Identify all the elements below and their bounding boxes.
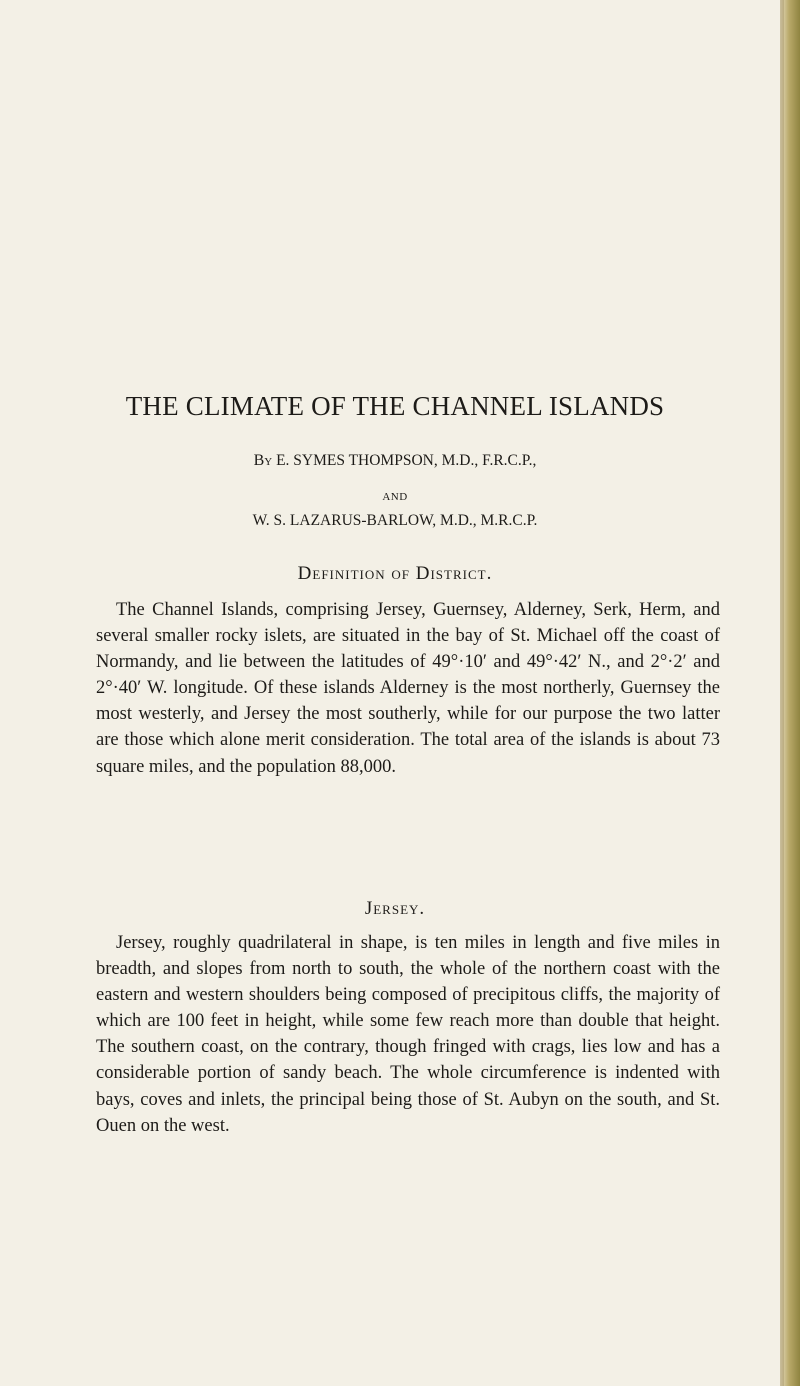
page-edge-shadow (780, 0, 784, 1386)
paragraph-jersey: Jersey, roughly quadrilateral in shape, is ten miles in length and five miles in breadth, and slopes from north to south, the whole of the northern coast with the eastern and western shoulders being composed of precipitous cliffs, the majority of which are 100 feet in height, while some few reach more than double that height. The southern coast, on the contrary, though fringed with crags, lies low and has a considerable portion of sandy beach. The whole circumference is indented with bays, coves and inlets, the principal being those of St. Aubyn on the south, and St. Ouen on the west. (96, 933, 720, 1136)
section-heading-jersey: Jersey. (364, 898, 426, 919)
by-label: By (253, 452, 273, 469)
and-label: AND (382, 491, 408, 503)
page-edge (780, 0, 800, 1386)
paragraph-definition: The Channel Islands, comprising Jersey, Guernsey, Alderney, Serk, Herm, and several smaller rocky islets, are situated in the bay of St. Michael off the coast of Normandy, and lie between the latitudes of 49°·10′ and 49°·42′ N., and 2°·2′ and 2°·40′ W. longitude. Of these islands Alderney is the most northerly, Guernsey the most westerly, and Jersey the most southerly, while for our purpose the two latter are those which alone merit consideration. The total area of the islands is about 73 square miles, and the population 88,000. (96, 600, 720, 777)
page-title: THE CLIMATE OF THE CHANNEL ISLANDS (125, 391, 665, 421)
section-heading-definition: Definition of District. (297, 563, 493, 584)
author-1: E. SYMES THOMPSON, M.D., F.R.C.P., (276, 452, 537, 469)
author-2: W. S. LAZARUS-BARLOW, M.D., M.R.C.P. (252, 512, 538, 529)
author-line-1 (0, 452, 790, 470)
